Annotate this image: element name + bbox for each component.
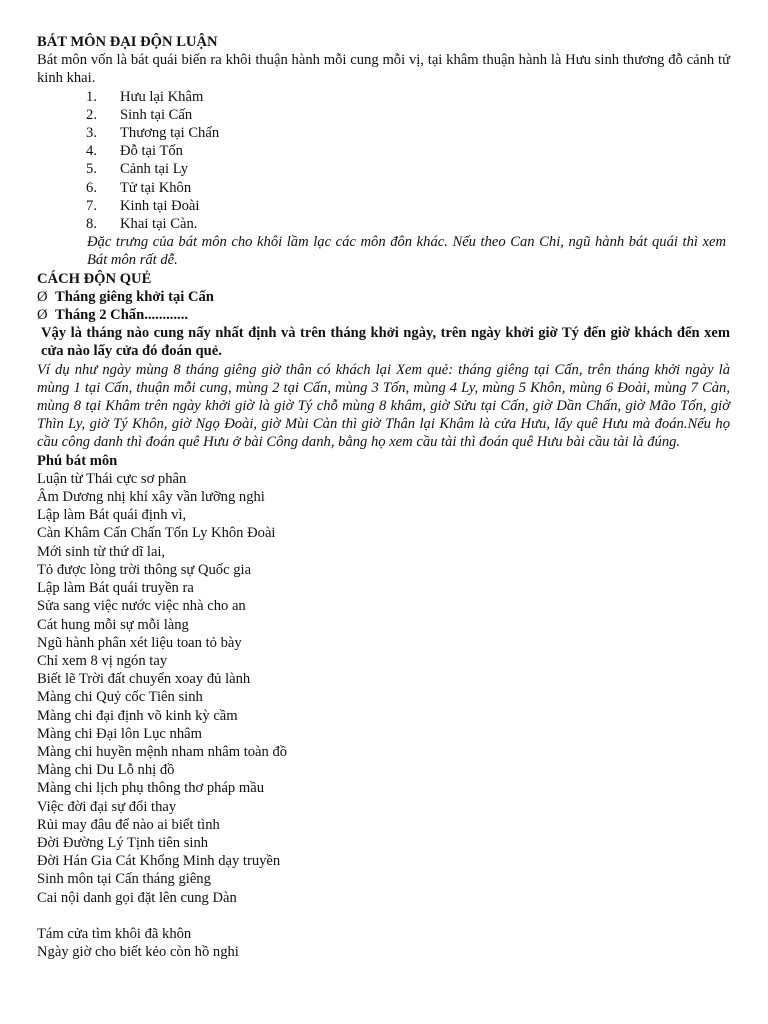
poem-line: Lập làm Bát quái định vì, [37, 507, 187, 524]
bullet-text: Tháng giêng khởi tại Cấn [55, 288, 214, 305]
list-text: Khai tại Càn. [120, 216, 198, 233]
list-item [37, 215, 730, 233]
document-title: BÁT MÔN ĐẠI ĐỘN LUẬN [37, 34, 218, 50]
poem-title: Phú bát môn [37, 452, 118, 469]
poem-line: Âm Dương nhị khí xây vần lưỡng nghi [37, 489, 265, 506]
poem-line: Đời Hán Gia Cát Khổng Minh dạy truyền [37, 853, 281, 870]
list-item [37, 142, 730, 160]
poem-line: Sinh môn tại Cấn tháng giêng [37, 871, 211, 888]
eight-doors-list [37, 88, 730, 234]
bullet-item [37, 288, 730, 306]
poem-line: Mới sinh từ thứ dĩ lai, [37, 543, 166, 560]
list-number: 1. [86, 88, 97, 105]
example-paragraph: Ví dụ như ngày mùng 8 tháng giêng giờ thân có khách lại Xem quẻ: tháng giêng tại Cấn, trên tháng khởi ngày là mùng 1 tại Cấn, thuận mỗi cung, mùng 2 tại Cấn, mùng 3 Tốn, mùng 4 Ly, mùng 5 Khôn, mùng 6 Đoài, mùng 7 Càn, mùng 8 tại Khâm trên ngày khởi giờ là giờ Tý chỗ mùng 8 khâm, giờ Sửu tại Cấn, giờ Dần Chấn, giờ Mão Tốn, giờ Thìn Ly, giờ Tý Khôn, giờ Ngọ Đoài, giờ Mùi Càn thì giờ Thân lại Khâm là cửa Hưu, lấy quê Hưu mà đoán.Nếu họ cầu công danh thì đoán quê Hưu ở bài Công danh, bằng họ xem cầu tài thì đoán quê Hưu bài cầu tài là đúng. [37, 361, 730, 451]
list-text: Cảnh tại Ly [120, 161, 189, 178]
list-number: 4. [86, 143, 97, 160]
poem-line: Lập làm Bát quái truyền ra [37, 580, 194, 597]
poem-line: Rủi may đâu để nào ai biết tình [37, 816, 220, 833]
poem-line: Luận từ Thái cực sơ phân [37, 470, 187, 487]
list-item [37, 197, 730, 215]
arrow-bullet-icon: Ø [37, 307, 48, 324]
list-item [37, 160, 730, 178]
list-item [37, 124, 730, 142]
poem-line: Màng chi Du Lỗ nhị đồ [37, 762, 175, 779]
list-text: Kinh tại Đoài [120, 197, 200, 214]
list-number: 8. [86, 216, 97, 233]
poem-line: Cát hung mỗi sự mỗi làng [37, 616, 189, 633]
arrow-bullet-icon: Ø [37, 288, 48, 305]
poem-line: Màng chi huyền mệnh nham nhâm toàn đồ [37, 743, 288, 760]
list-item [37, 88, 730, 106]
intro-paragraph: Bát môn vốn là bát quái biến ra khôi thuận hành mỗi cung mỗi vị, tại khâm thuận hành là Hưu sinh thương đỗ cảnh tử kinh khai. [37, 52, 730, 87]
poem-line: Màng chi lịch phụ thông thơ pháp mầu [37, 780, 264, 797]
poem-line: Ngày giờ cho biết kẻo còn hồ nghi [37, 944, 239, 961]
poem-line: Chỉ xem 8 vị ngón tay [37, 652, 168, 669]
poem-blank-line [37, 907, 730, 925]
list-text: Tử tại Khôn [120, 179, 192, 196]
list-number: 3. [86, 125, 97, 142]
poem-line: Càn Khâm Cấn Chấn Tốn Ly Khôn Đoài [37, 525, 276, 542]
bullet-item [37, 306, 730, 324]
poem-line: Tám cửa tìm khôi đã khôn [37, 925, 192, 942]
list-item [37, 179, 730, 197]
bullet-text: Tháng 2 Chấn............ [55, 307, 189, 324]
list-number: 5. [86, 161, 97, 178]
list-text: Thương tại Chấn [120, 125, 220, 142]
list-item [37, 106, 730, 124]
list-number: 7. [86, 197, 97, 214]
poem-line: Màng chi Quỷ cốc Tiên sinh [37, 689, 203, 706]
list-number: 6. [86, 179, 97, 196]
poem-line: Sửa sang việc nước việc nhà cho an [37, 598, 246, 615]
poem-line: Tỏ được lòng trời thông sự Quốc gia [37, 561, 252, 578]
poem-line: Cai nội danh gọi đặt lên cung Dàn [37, 889, 237, 906]
list-text: Hưu lại Khâm [120, 88, 204, 105]
poem-line: Màng chi đại định võ kinh kỳ cầm [37, 707, 238, 724]
poem-line: Màng chi Đại lôn Lục nhâm [37, 725, 202, 742]
poem [37, 470, 730, 961]
section-heading: CÁCH ĐỘN QUẺ [37, 270, 152, 287]
list-number: 2. [86, 106, 97, 123]
poem-line: Biết lẽ Trời đất chuyển xoay đủ lành [37, 671, 251, 688]
list-text: Đỗ tại Tốn [120, 143, 183, 160]
italic-note: Đặc trưng của bát môn cho khôi lầm lạc các môn đôn khác. Nếu theo Can Chi, ngũ hành bát quái thì xem Bát môn rất dễ. [87, 234, 726, 269]
bold-paragraph: Vậy là tháng nào cung nấy nhất định và trên tháng khởi ngày, trên ngày khởi giờ Tý đến giờ khách đến xem cửa nào lấy cửa đó đoán quẻ. [41, 325, 730, 360]
poem-line: Ngũ hành phân xét liệu toan tỏ bày [37, 634, 242, 651]
list-text: Sinh tại Cấn [120, 106, 193, 123]
poem-line: Việc đời đại sự đổi thay [37, 798, 177, 815]
poem-line: Đời Đường Lý Tịnh tiên sinh [37, 834, 209, 851]
